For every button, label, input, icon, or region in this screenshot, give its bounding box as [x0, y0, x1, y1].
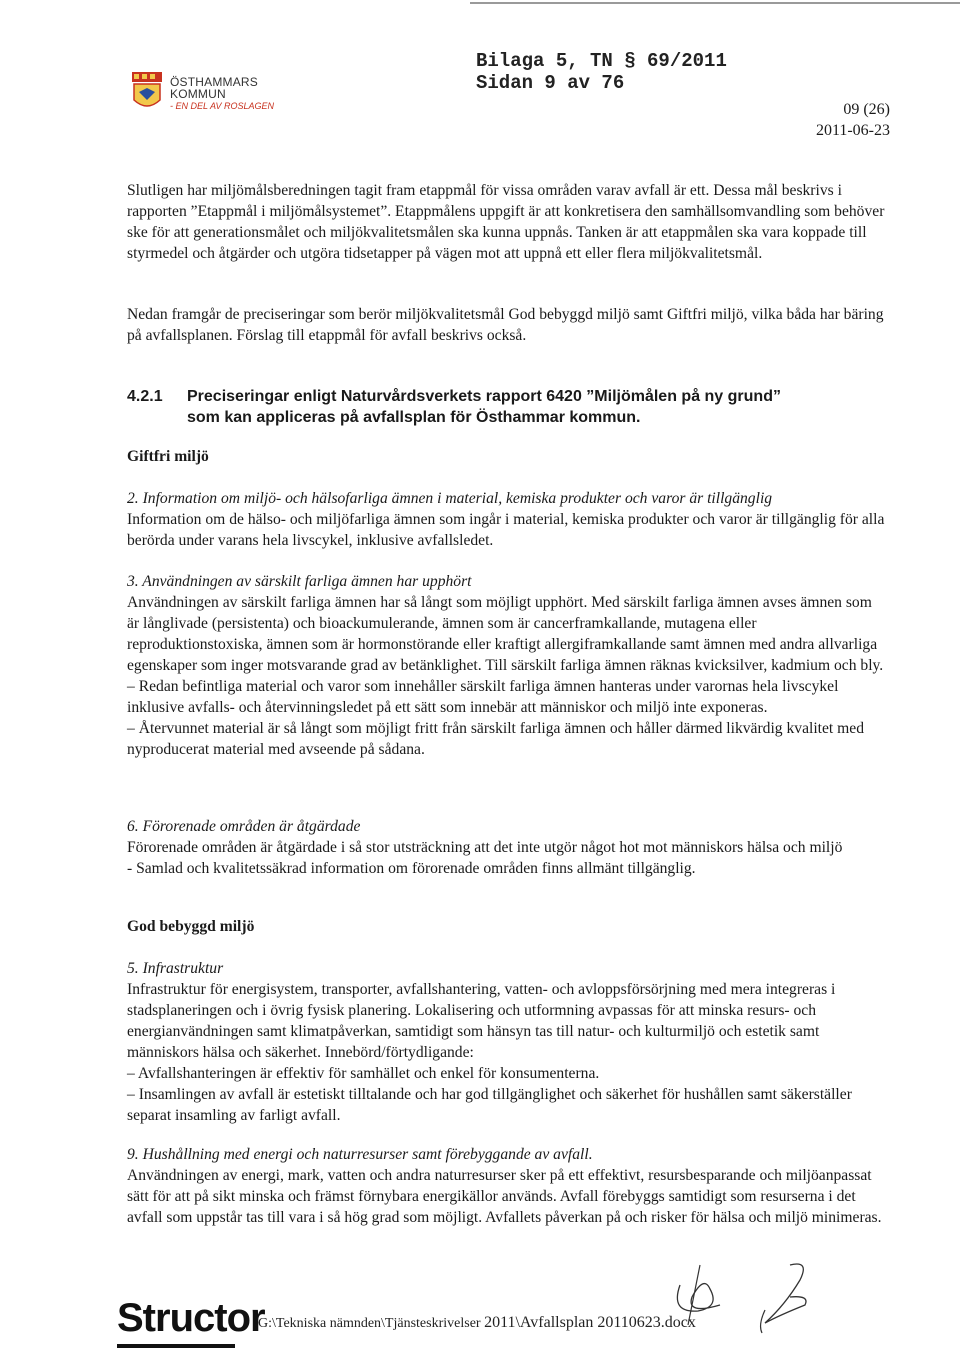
intro-paragraph-2 — [127, 304, 887, 346]
intro-paragraph-1 — [127, 180, 887, 264]
item9-text: Användningen av energi, mark, vatten och andra naturresurser sker på ett effektivt, resursbesparande och miljöanpassat sätt för att på sikt minska och främst förnybara energikällor används. Avfall förebyggs samtidigt som resurserna i det avfall som uppstår tas till vara i så hög grad som möjligt. Avfallets påverkan på och risker för hälsa och miljö minimeras. — [127, 1167, 882, 1226]
giftfri-item-2 — [127, 488, 887, 551]
item2-text: Information om de hälso- och miljöfarliga ämnen som ingår i material, kemiska produkter och varor är tillgänglig för alla berörda under varans hela livscykel, inklusive avfallsledet. — [127, 511, 885, 549]
item3-title: 3. Användningen av särskilt farliga ämnen har upphört — [127, 573, 472, 590]
logo-name: ÖSTHAMMARS — [170, 75, 259, 89]
item9-title: 9. Hushållning med energi och naturresurser samt förebyggande av avfall. — [127, 1146, 593, 1163]
structor-logo: Structor — [117, 1296, 265, 1340]
file-path-suffix: 2011\Avfallsplan 20110623.docx — [484, 1314, 696, 1331]
godbebyggd-item-5 — [127, 958, 887, 1126]
stamp-line-2: Sidan 9 av 76 — [476, 72, 625, 94]
logo-name-2: KOMMUN — [170, 87, 226, 101]
giftfri-item-3 — [127, 571, 887, 760]
intro-p2: Nedan framgår de preciseringar som berör miljökvalitetsmål God bebyggd miljö samt Giftfri miljö, vilka båda har bäring på avfallsplanen. Förslag till etappmål för avfall beskrivs också. — [127, 306, 884, 344]
page-info — [816, 99, 890, 141]
page-number: 09 (26) — [843, 101, 890, 118]
item3-bullet-1: – Redan befintliga material och varor som innehåller särskilt farliga ämnen hanteras under varornas hela livscykel inklusive avfalls- och återvinningsledet på ett sätt som innebär att människor och miljö inte exponeras. — [127, 678, 839, 716]
item5-title: 5. Infrastruktur — [127, 960, 224, 977]
logo-tagline: - EN DEL AV ROSLAGEN — [170, 101, 275, 111]
item6-bullet-1: - Samlad och kvalitetssäkrad information om förorenade områden finns allmänt tillgänglig. — [127, 860, 696, 877]
section-heading — [127, 386, 887, 428]
item5-bullet-1: – Avfallshanteringen är effektiv för samhället och enkel för konsumenterna. — [127, 1065, 600, 1082]
section-title-line1: Preciseringar enligt Naturvårdsverkets rapport 6420 ”Miljömålen på ny grund” — [187, 388, 781, 405]
item5-bullet-2: – Insamlingen av avfall är estetiskt tilltalande och har god tillgänglighet och säkerhet för hushållen samt säkerställer separat insamling av farligt avfall. — [127, 1086, 852, 1124]
stamp-line-1: Bilaga 5, TN § 69/2011 — [476, 50, 727, 72]
intro-p1: Slutligen har miljömålsberedningen tagit fram etappmål för vissa områden varav avfall är ett. Dessa mål beskrivs i rapporten ”Etappmål i miljömålsystemet”. Etappmålens uppgift är att konkretisera den samhällsomvandling som behöver ske för att generationsmålet och miljökvalitetsmålen ska kunna uppnås. Tanken är att etappmålen ska vara koppade till styrmedel och åtgärder och utgöra tidsetapper på vägen mot att uppnå ett eller flera miljökvalitetsmål. — [127, 182, 885, 262]
file-path — [258, 1314, 696, 1332]
item6-title: 6. Förorenade områden är åtgärdade — [127, 818, 361, 835]
item6-text: Förorenade områden är åtgärdade i så stor utsträckning att det inte utgör något hot mot människors hälsa och miljö — [127, 839, 843, 856]
file-path-prefix: G:\Tekniska nämnden\Tjänsteskrivelser — [258, 1316, 485, 1331]
heading-giftfri: Giftfri miljö — [127, 448, 209, 465]
section-number: 4.2.1 — [127, 388, 163, 405]
item5-text: Infrastruktur för energisystem, transporter, avfallshantering, vatten- och avloppsförsörjning med mera integreras i stadsplaneringen och i övrig fysisk planering. Lokalisering och utformning avpassas för att minska resurs- och energianvändningen samt klimatpåverkan, samtidigt som hänsyn tas till natur- och kulturmiljö och estetik samt människors hälsa och säkerhet. Innebörd/förtydligande: — [127, 981, 836, 1061]
document-date: 2011-06-23 — [815, 122, 890, 139]
section-title-line2: som kan appliceras på avfallsplan för Östhammar kommun. — [187, 409, 641, 426]
giftfri-item-6 — [127, 816, 887, 879]
heading-god-bebyggd: God bebyggd miljö — [127, 918, 255, 935]
item3-text: Användningen av särskilt farliga ämnen har så långt som möjligt upphört. Med särskilt farliga ämnen avses ämnen som är långlivade (persistenta) och bioackumulerande, ämnen som är cancerframkallande, mutagena eller reproduktionstoxiska, ämnen som är hormonstörande eller kraftigt allergiframkallande samt ämnen med andra allvarliga egenskaper som inger motsvarande grad av betänklighet. Till särskilt farliga ämnen räknas kvicksilver, kadmium och bly. — [127, 594, 884, 674]
top-rule — [470, 2, 960, 4]
footer-logo-bar — [117, 1344, 235, 1348]
godbebyggd-item-9 — [127, 1144, 887, 1228]
appendix-stamp — [476, 50, 727, 94]
item3-bullet-2: – Återvunnet material är så långt som möjligt fritt från särskilt farliga ämnen och håller därmed likvärdig kvalitet med nyproducerat material med avseende på sådana. — [127, 720, 865, 758]
logo-text — [170, 76, 258, 100]
item2-title: 2. Information om miljö- och hälsofarliga ämnen i material, kemiska produkter och varor är tillgänglig — [127, 490, 773, 507]
